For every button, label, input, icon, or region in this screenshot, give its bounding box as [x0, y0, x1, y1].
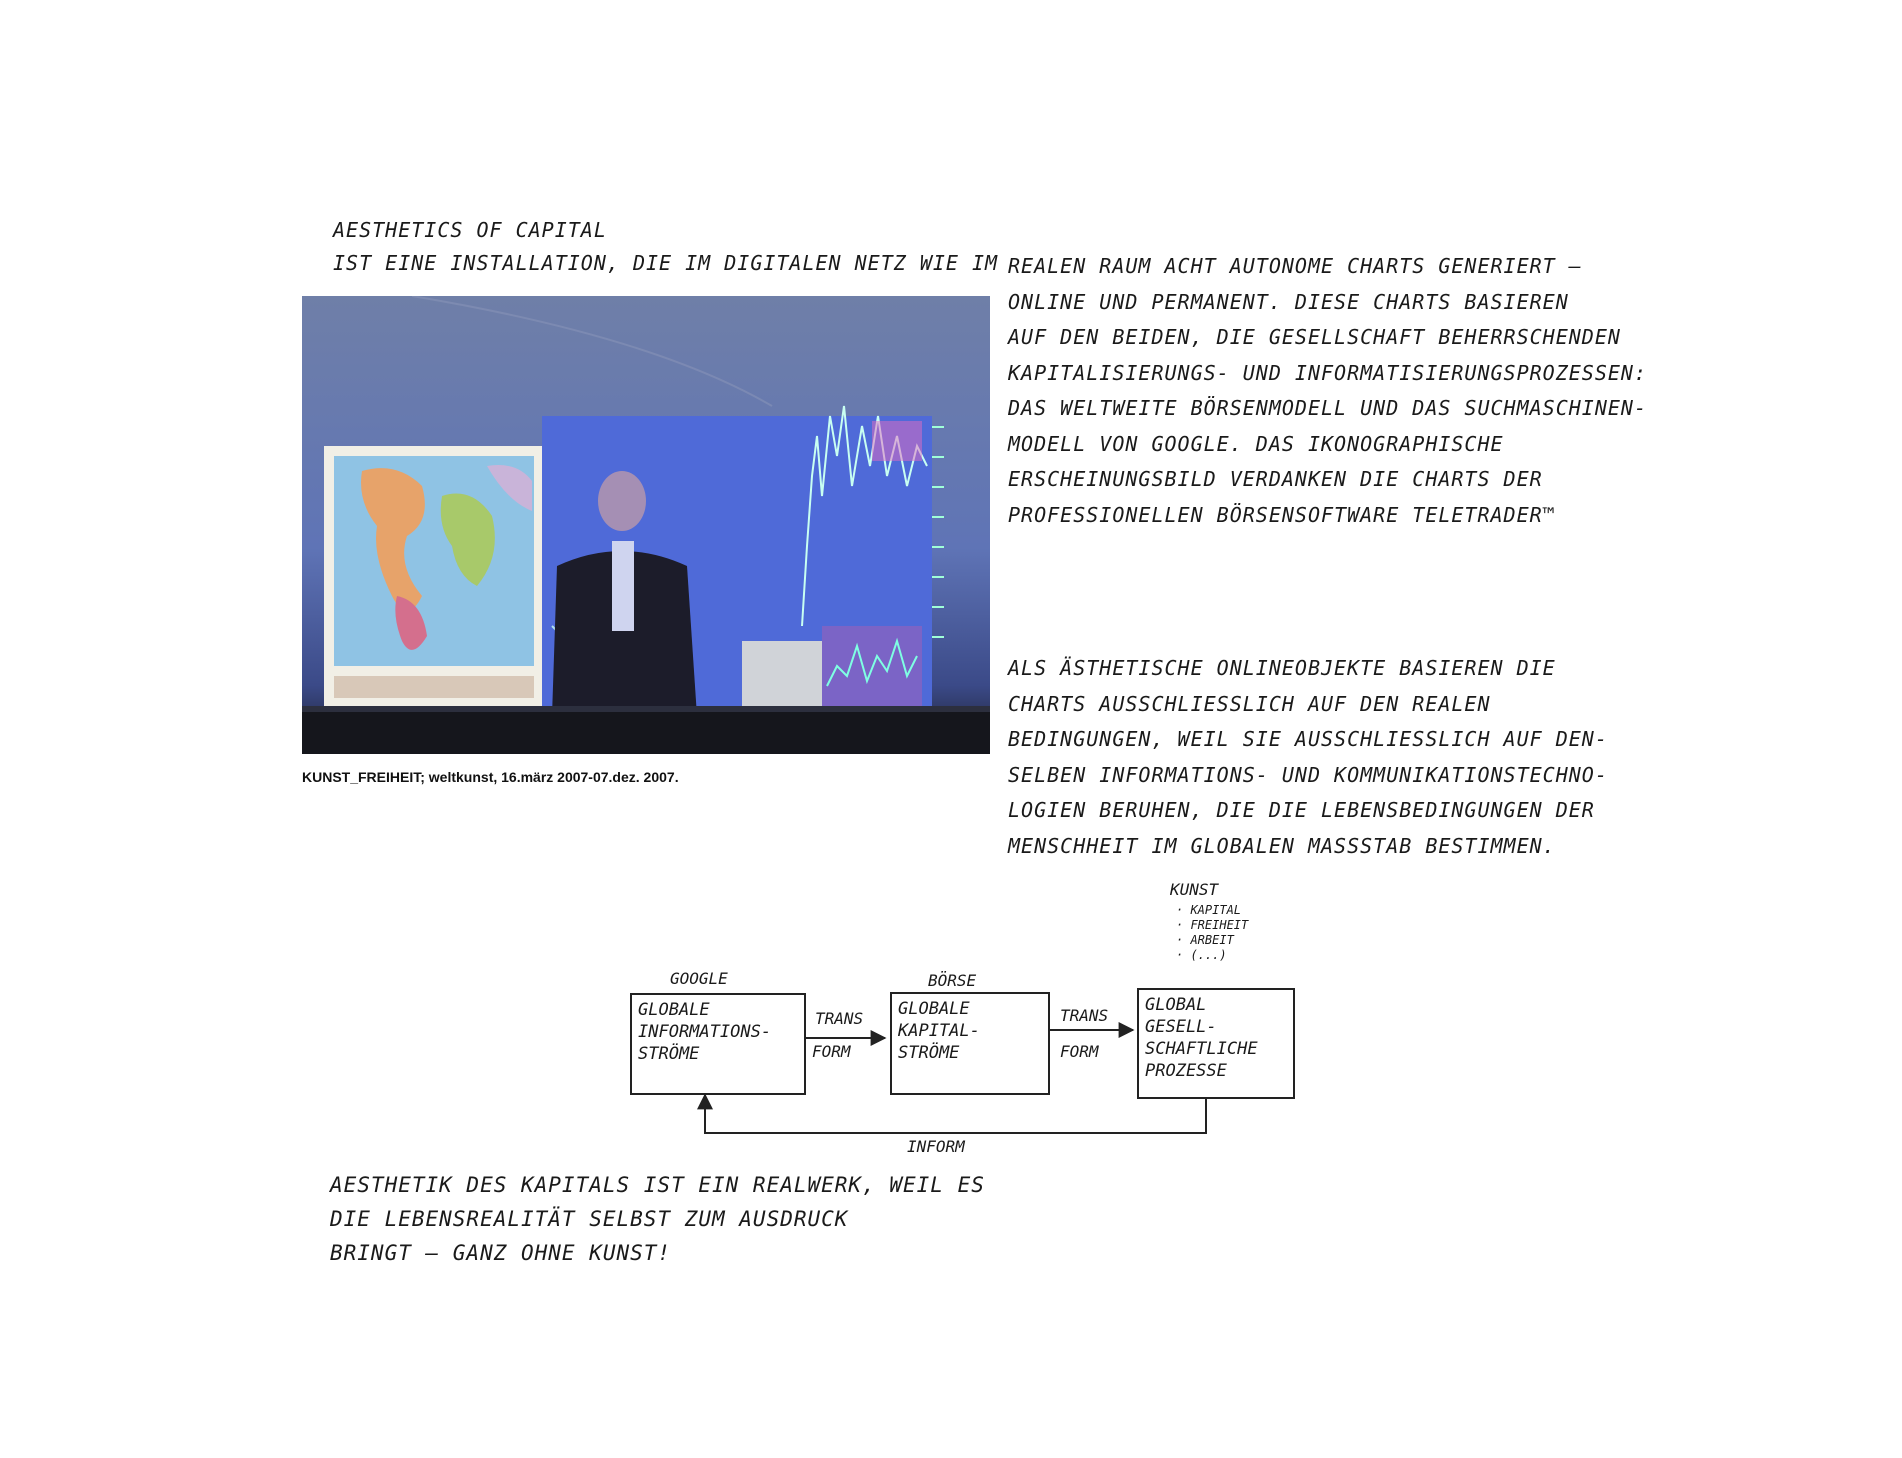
arrow2-label-top: TRANS	[1060, 1006, 1109, 1025]
box-line: GLOBAL	[1145, 995, 1207, 1015]
box-line: GESELL-	[1145, 1017, 1217, 1037]
box-line: KAPITAL-	[898, 1021, 980, 1041]
paragraph-charts	[1008, 249, 1647, 533]
feedback-label: INFORM	[907, 1137, 965, 1156]
kunst-item: · ARBEIT	[1176, 933, 1234, 947]
intro-text: IST EINE INSTALLATION, DIE IM DIGITALEN NETZ WIE IM	[333, 251, 999, 275]
paragraph-line: DAS WELTWEITE BÖRSENMODELL UND DAS SUCHMASCHINEN-	[1008, 396, 1648, 420]
box-line: PROZESSE	[1145, 1061, 1227, 1081]
paragraph-line: MODELL VON GOOGLE. DAS IKONOGRAPHISCHE	[1008, 431, 1504, 456]
box-line: GLOBALE	[638, 1000, 710, 1020]
paragraph-line: LOGIEN BERUHEN, DIE DIE LEBENSBEDINGUNGEN DER	[1008, 798, 1595, 822]
arrow1-label-top: TRANS	[815, 1009, 864, 1028]
world-map-image	[324, 446, 546, 706]
installation-photo-drawing	[302, 296, 990, 754]
closing-line: BRINGT – GANZ OHNE KUNST!	[330, 1241, 672, 1265]
installation-photo	[302, 296, 990, 754]
kunst-list	[1176, 903, 1248, 963]
paragraph-line: CHARTS AUSSCHLIESSLICH AUF DEN REALEN	[1008, 691, 1491, 716]
box-capital-flows	[890, 992, 1050, 1095]
paragraph-line: ALS ÄSTHETISCHE ONLINEOBJEKTE BASIEREN DIE	[1008, 656, 1556, 680]
paragraph-line: ERSCHEINUNGSBILD VERDANKEN DIE CHARTS DER	[1008, 467, 1543, 491]
closing-line: DIE LEBENSREALITÄT SELBST ZUM AUSDRUCK	[330, 1207, 849, 1231]
paragraph-line: BEDINGUNGEN, WEIL SIE AUSSCHLIESSLICH AUF DEN-	[1008, 727, 1608, 751]
paragraph-line: PROFESSIONELLEN BÖRSENSOFTWARE TELETRADER™	[1008, 502, 1556, 527]
laptop-image	[742, 641, 827, 706]
closing-line: AESTHETIK DES KAPITALS IST EIN REALWERK, WEIL ES	[330, 1173, 985, 1197]
label-kunst: KUNST	[1170, 880, 1219, 899]
kunst-item: · (...)	[1176, 948, 1227, 962]
flow-diagram	[600, 875, 1320, 1165]
arrow-inform	[705, 1095, 1206, 1133]
intro-heading	[333, 214, 998, 280]
paragraph-line: REALEN RAUM ACHT AUTONOME CHARTS GENERIERT —	[1008, 254, 1582, 278]
box-line: SCHAFTLICHE	[1145, 1039, 1258, 1059]
kunst-item: · KAPITAL	[1176, 903, 1242, 917]
kunst-item: · FREIHEIT	[1176, 918, 1249, 932]
label-google: GOOGLE	[670, 969, 728, 988]
paragraph-line: ONLINE UND PERMANENT. DIESE CHARTS BASIEREN	[1008, 289, 1569, 314]
box-information-flows	[630, 993, 806, 1095]
closing-statement	[330, 1168, 985, 1270]
title-text: AESTHETICS OF CAPITAL	[333, 218, 607, 242]
label-boerse: BÖRSE	[928, 971, 977, 990]
paragraph-line: KAPITALISIERUNGS- UND INFORMATISIERUNGSPROZESSEN:	[1008, 360, 1648, 385]
box-line: STRÖME	[638, 1044, 700, 1064]
box-line: INFORMATIONS-	[638, 1022, 772, 1042]
arrow2-label-bottom: FORM	[1060, 1042, 1099, 1061]
photo-caption: KUNST_FREIHEIT; weltkunst, 16.märz 2007-07.dez. 2007.	[302, 769, 679, 785]
paragraph-line: AUF DEN BEIDEN, DIE GESELLSCHAFT BEHERRSCHENDEN	[1008, 325, 1621, 349]
box-line: STRÖME	[898, 1043, 960, 1063]
paragraph-line: MENSCHHEIT IM GLOBALEN MASSSTAB BESTIMMEN.	[1008, 833, 1556, 858]
box-line: GLOBALE	[898, 999, 970, 1019]
box-social-processes	[1137, 988, 1295, 1099]
paragraph-online-objects	[1008, 651, 1608, 864]
paragraph-line: SELBEN INFORMATIONS- UND KOMMUNIKATIONSTECHNO-	[1008, 762, 1608, 787]
arrow1-label-bottom: FORM	[812, 1042, 851, 1061]
